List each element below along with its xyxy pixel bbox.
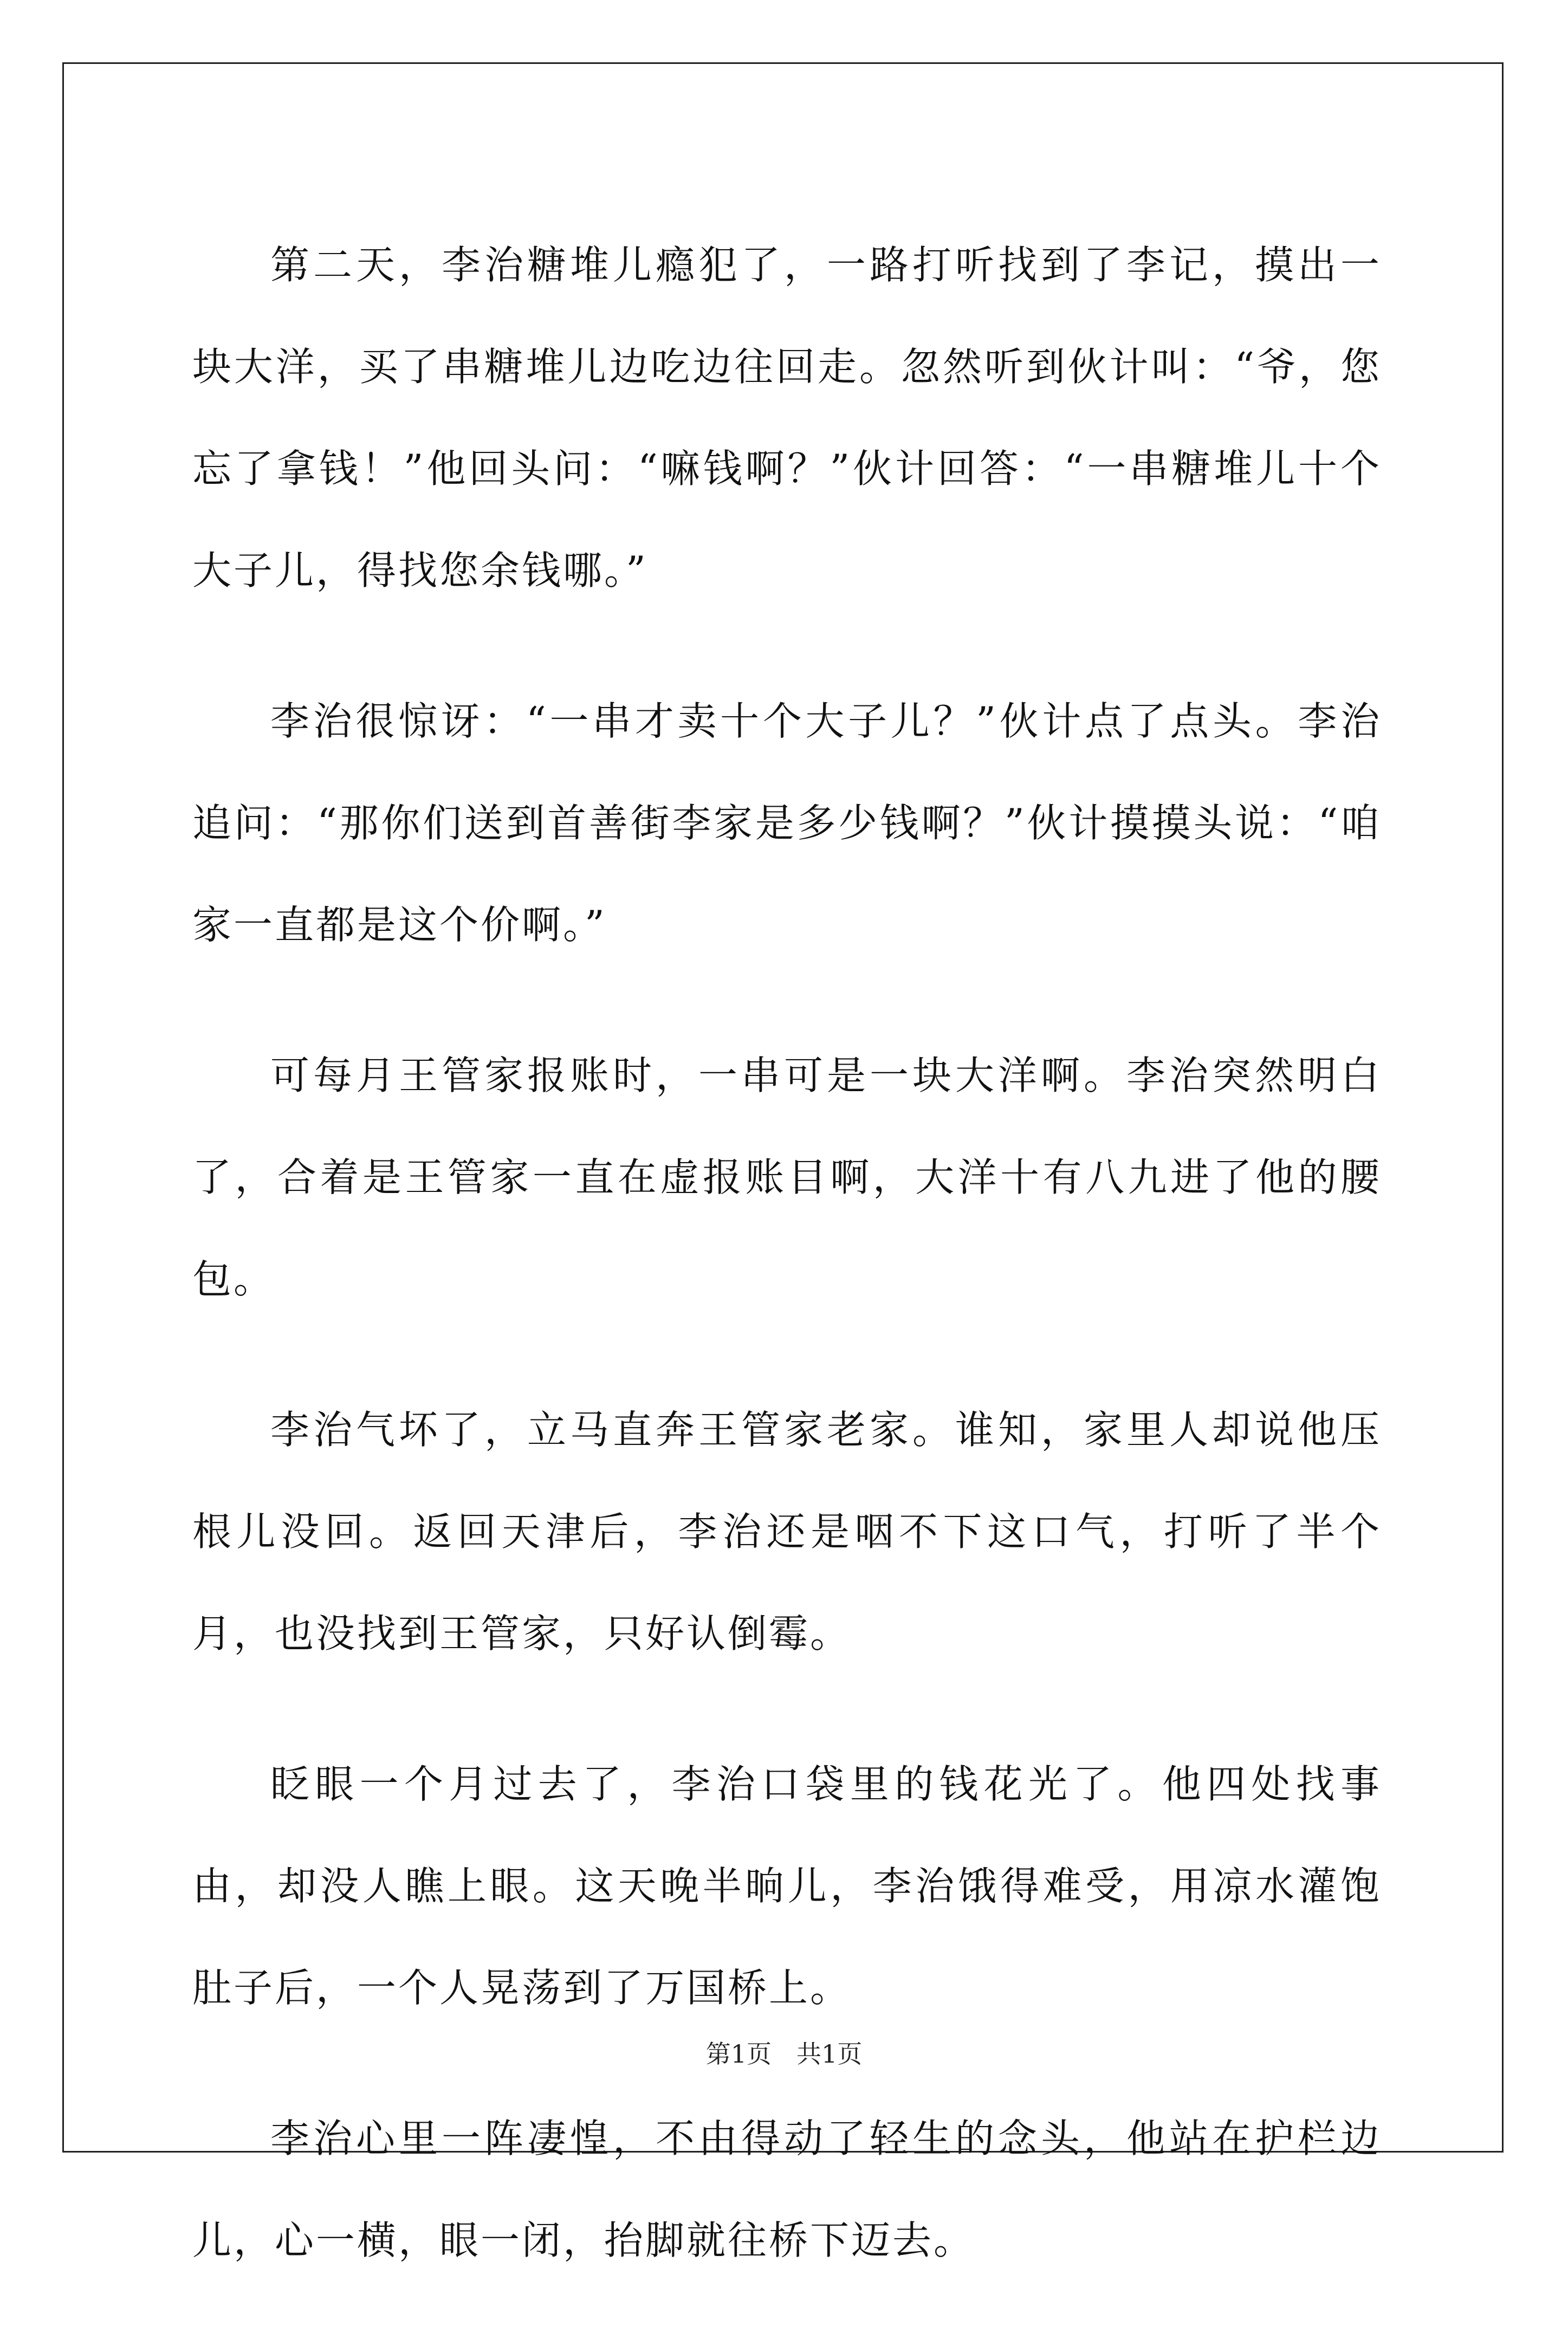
paragraph-5: 眨眼一个月过去了，李治口袋里的钱花光了。他四处找事由，却没人瞧上眼。这天晚半晌儿，李治饿得难受，用凉水灌饱肚子后，一个人晃荡到了万国桥上。: [192, 1761, 1382, 2011]
paragraph-2: 李治很惊讶：“一串才卖十个大子儿？”伙计点了点头。李治追问：“那你们送到首善街李家是多少钱啊？”伙计摸摸头说：“咱家一直都是这个价啊。”: [192, 698, 1382, 948]
paragraph-4: 李治气坏了，立马直奔王管家老家。谁知，家里人却说他压根儿没回。返回天津后，李治还是咽不下这口气，打听了半个月，也没找到王管家，只好认倒霉。: [192, 1407, 1382, 1656]
paragraph-3: 可每月王管家报账时，一串可是一块大洋啊。李治突然明白了，合着是王管家一直在虚报账目啊，大洋十有八九进了他的腰包。: [192, 1053, 1382, 1302]
paragraph-1: 第二天，李治糖堆儿瘾犯了，一路打听找到了李记，摸出一块大洋，买了串糖堆儿边吃边往回走。忽然听到伙计叫：“爷，您忘了拿钱！”他回头问：“嘛钱啊？”伙计回答：“一串糖堆儿十个大子儿，得找您余钱哪。”: [192, 242, 1382, 593]
document-body: [192, 214, 1382, 2340]
page-footer: 第1页 共1页: [705, 2039, 863, 2069]
paragraph-6: 李治心里一阵凄惶，不由得动了轻生的念头，他站在护栏边儿，心一横，眼一闭，抬脚就往桥下迈去。: [192, 2116, 1382, 2263]
